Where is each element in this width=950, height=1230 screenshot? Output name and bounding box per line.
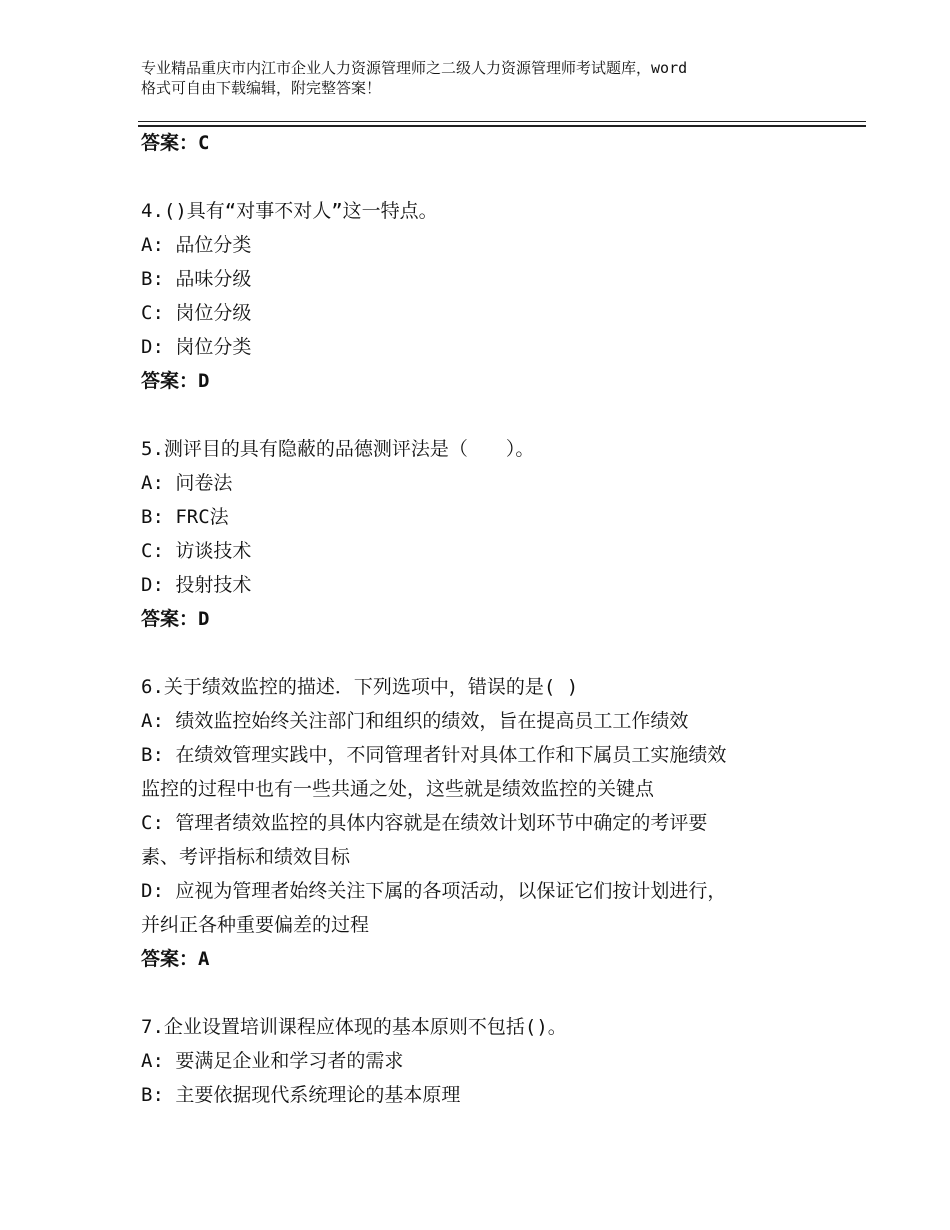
option-b: B: FRC法	[141, 506, 229, 528]
question-4	[141, 194, 841, 398]
option-d: D: 岗位分类	[141, 336, 252, 358]
question-6	[141, 670, 841, 976]
option-b: B: 在绩效管理实践中，不同管理者针对具体工作和下属员工实施绩效	[141, 744, 727, 766]
question-5	[141, 432, 841, 636]
answer-line: 答案：A	[141, 948, 210, 970]
option-b-continued: 监控的过程中也有一些共通之处，这些就是绩效监控的关键点	[141, 778, 655, 800]
question-stem: 4.()具有“对事不对人”这一特点。	[141, 200, 438, 222]
option-c-continued: 素、考评指标和绩效目标	[141, 846, 351, 868]
option-c: C: 岗位分级	[141, 302, 252, 324]
option-d: D: 应视为管理者始终关注下属的各项活动，以保证它们按计划进行，	[141, 880, 727, 902]
option-c: C: 管理者绩效监控的具体内容就是在绩效计划环节中确定的考评要	[141, 812, 708, 834]
page-header	[141, 58, 841, 98]
option-b: B: 主要依据现代系统理论的基本原理	[141, 1084, 461, 1106]
option-a: A: 品位分类	[141, 234, 252, 256]
option-a: A: 绩效监控始终关注部门和组织的绩效，旨在提高员工工作绩效	[141, 710, 689, 732]
option-a: A: 要满足企业和学习者的需求	[141, 1050, 404, 1072]
question-stem: 6.关于绩效监控的描述．下列选项中，错误的是( )	[141, 676, 579, 698]
option-c: C: 访谈技术	[141, 540, 252, 562]
header-line-1: 专业精品重庆市内江市企业人力资源管理师之二级人力资源管理师考试题库，word	[141, 59, 688, 77]
answer-line: 答案：D	[141, 608, 210, 630]
option-d: D: 投射技术	[141, 574, 252, 596]
question-7	[141, 1010, 841, 1112]
document-body	[141, 126, 841, 1112]
option-b: B: 品味分级	[141, 268, 252, 290]
question-stem: 5.测评目的具有隐蔽的品德测评法是（ ）。	[141, 438, 535, 460]
option-a: A: 问卷法	[141, 472, 233, 494]
option-d-continued: 并纠正各种重要偏差的过程	[141, 914, 370, 936]
question-stem: 7.企业设置培训课程应体现的基本原则不包括()。	[141, 1016, 567, 1038]
header-line-2: 格式可自由下载编辑，附完整答案！	[141, 79, 382, 97]
answer-line: 答案：C	[141, 132, 210, 154]
answer-line: 答案：D	[141, 370, 210, 392]
header-rule-thin	[138, 121, 866, 122]
